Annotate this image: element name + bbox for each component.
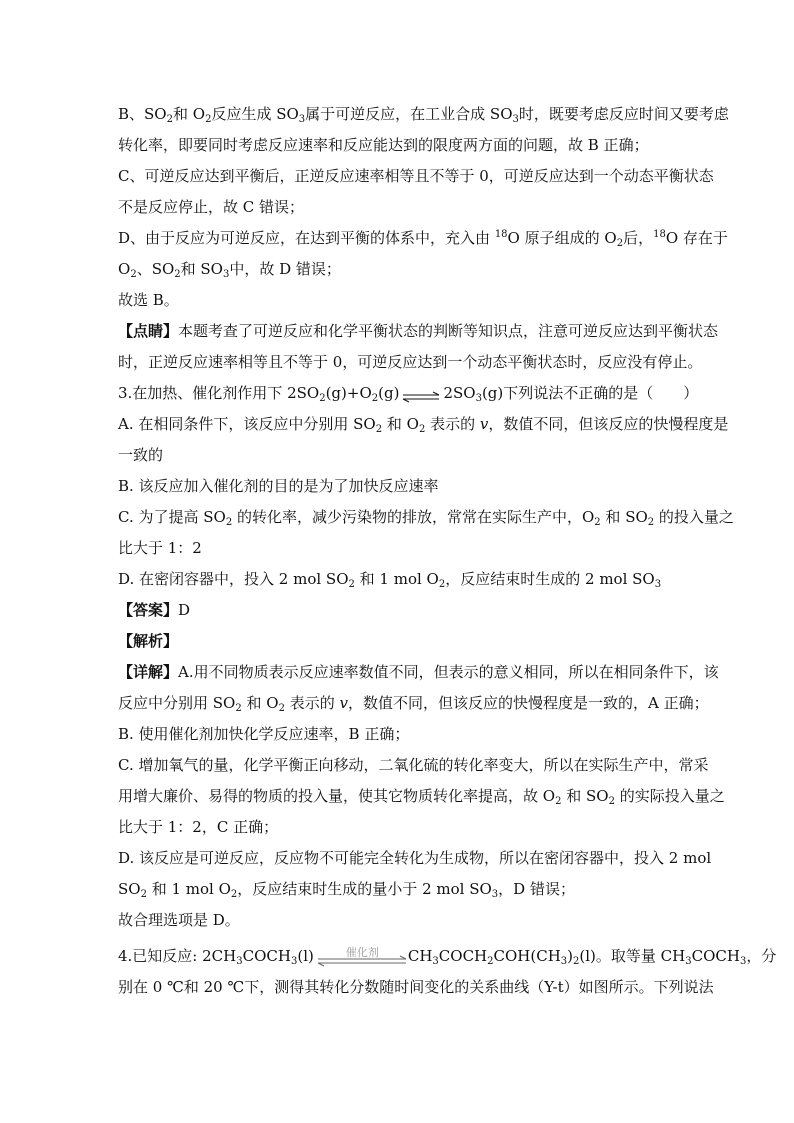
text-line-3: C、可逆反应达到平衡后，正逆反应速率相等且不等于 0，可逆反应达到一个动态平衡状态 <box>118 167 714 185</box>
text-line-26: $SO_2$ 和 1 mol $O_2$，反应结束时生成的量小于 2 mol $SO_3$，D 错误； <box>118 880 575 900</box>
text-line-15: 比大于 1：2 <box>118 539 202 557</box>
text-line-27: 故合理选项是 D。 <box>118 911 240 929</box>
text-line-24: 比大于 1：2，C 正确； <box>118 818 279 836</box>
text-line-29: 别在 0 ℃和 20 ℃下，测得其转化分数随时间变化的关系曲线（Y-t）如图所示。下列说法 <box>118 978 714 996</box>
text-line-23: 用增大廉价、易得的物质的投入量，使其它物质转化率提高，故 $O_2$ 和 $SO_2$ 的实际投入量之 <box>118 787 725 807</box>
text-line-25: D. 该反应是可逆反应，反应物不可能完全转化为生成物，所以在密闭容器中，投入 2 mol <box>118 849 712 867</box>
text-line-10: 3.在加热、催化剂作用下 $2SO_2(g)+O_2(g)$ $2SO_3(g)$下列说法不正确的是（ ） <box>118 384 699 404</box>
text-line-22: C. 增加氧气的量，化学平衡正向移动，二氧化硫的转化率变大，所以在实际生产中，常采 <box>118 756 709 774</box>
text-line-19: 【详解】A.用不同物质表示反应速率数值不同，但表示的意义相同，所以在相同条件下，该 <box>118 663 719 681</box>
text-line-18: 【解析】 <box>118 632 179 650</box>
text-line-12: 一致的 <box>118 446 164 464</box>
text-line-13: B. 该反应加入催化剂的目的是为了加快反应速率 <box>118 477 439 495</box>
text-line-11: A. 在相同条件下，该反应中分别用 $SO_2$ 和 $O_2$ 表示的 v，数值不同，但该反应的快慢程度是 <box>118 415 729 435</box>
text-line-4: 不是反应停止，故 C 错误； <box>118 198 305 216</box>
text-line-6: $O_2$、$SO_2$和 $SO_3$中，故 D 错误； <box>118 260 341 280</box>
text-line-16: D. 在密闭容器中，投入 2 mol $SO_2$ 和 1 mol $O_2$，反应结束时生成的 2 mol $SO_3$ <box>118 570 662 590</box>
text-line-9: 时，正逆反应速率相等且不等于 0，可逆反应达到一个动态平衡状态时，反应没有停止。 <box>118 353 703 371</box>
text-line-8: 【点睛】本题考查了可逆反应和化学平衡状态的判断等知识点，注意可逆反应达到平衡状态 <box>118 322 719 340</box>
text-line-20: 反应中分别用 $SO_2$ 和 $O_2$ 表示的 v，数值不同，但该反应的快慢程度是一致的，A 正确； <box>118 694 709 714</box>
text-line-17: 【答案】D <box>118 601 191 619</box>
text-line-2: 转化率，即要同时考虑反应速率和反应能达到的限度两方面的问题，故 B 正确； <box>118 136 649 154</box>
text-line-28: 4.已知反应: $2CH_3COCH_3(l)$ 催化剂 $CH_3COCH_2COH(CH_3)_2(l)$。取等量 $CH_3COCH_3$，分 <box>118 946 777 967</box>
text-line-1: B、$SO_2$和 $O_2$反应生成 $SO_3$属于可逆反应，在工业合成 $SO_3$时，既要考虑反应时间又要考虑 <box>118 105 729 125</box>
text-line-5: D、由于反应为可逆反应，在达到平衡的体系中，充入由 $^{18}$O 原子组成的 $O_2$后，$^{18}$O 存在于 <box>118 229 728 249</box>
text-line-21: B. 使用催化剂加快化学反应速率，B 正确； <box>118 725 410 743</box>
text-line-14: C. 为了提高 $SO_2$ 的转化率，减少污染物的排放，常常在实际生产中，$O_2$ 和 $SO_2$ 的投入量之 <box>118 508 734 528</box>
text-line-7: 故选 B。 <box>118 291 179 309</box>
